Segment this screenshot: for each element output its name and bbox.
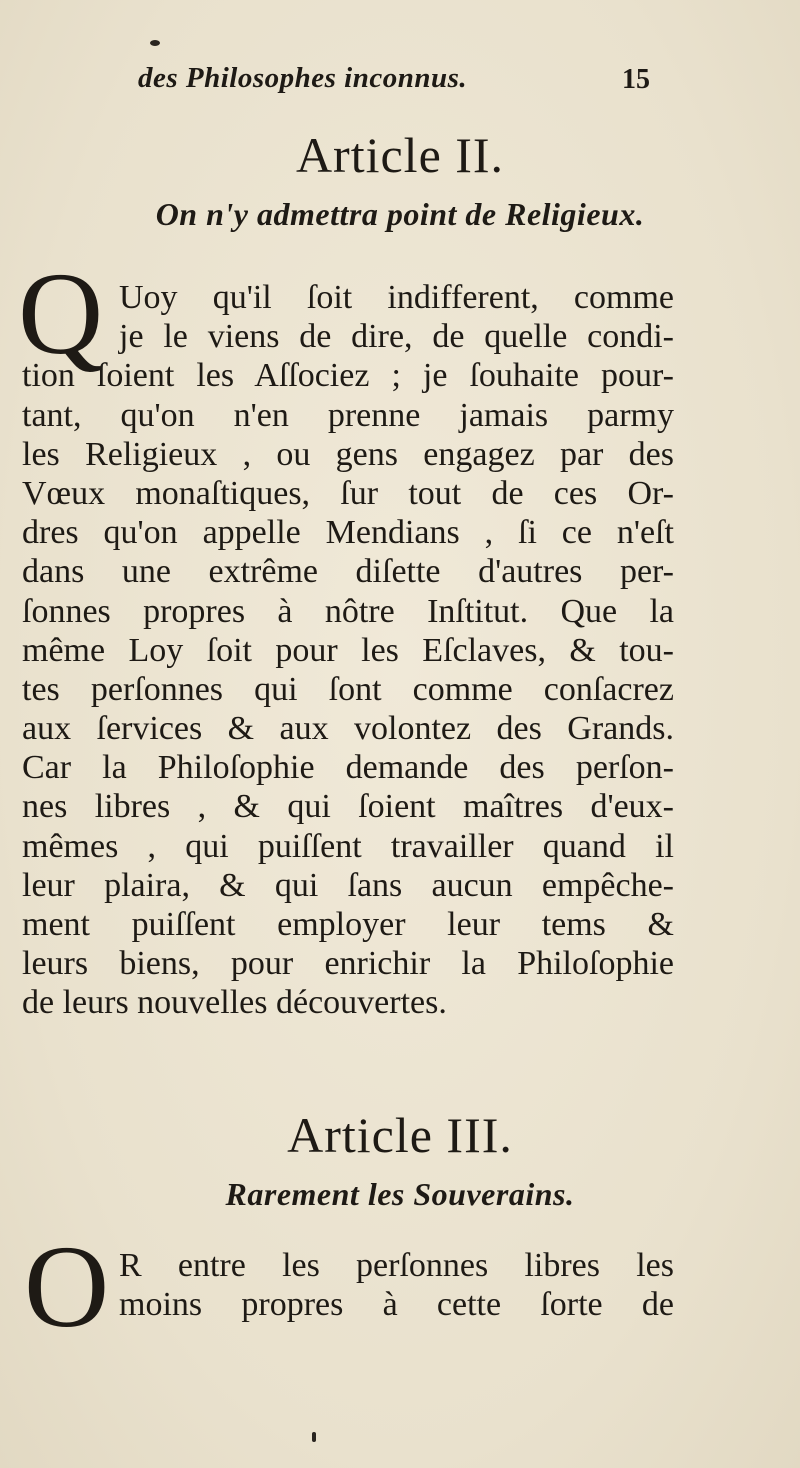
article-3-heading: Article III. <box>287 1107 513 1163</box>
article-3-subheading: Rarement les Souverains. <box>225 1176 575 1212</box>
drop-cap: Q <box>18 248 104 379</box>
drop-cap: O <box>24 1221 110 1352</box>
text-line: leur plaira, & qui ſans aucun empêche- <box>22 866 674 904</box>
article-2-heading: Article II. <box>295 127 505 183</box>
text-line: tant, qu'on n'en prenne jamais parmy <box>22 396 674 434</box>
text-line: de leurs nouvelles découvertes. <box>22 984 447 1022</box>
text-line: R entre les perſonnes libres les <box>119 1247 674 1284</box>
text-line: dans une extrême diſette d'autres per- <box>22 553 674 591</box>
article-3-paragraph <box>22 1246 674 1324</box>
ink-blot <box>150 40 160 46</box>
article-2-paragraph <box>22 278 674 1023</box>
text-line: aux ſervices & aux volontez des Grands. <box>22 710 674 748</box>
page-number: 15 <box>622 64 650 95</box>
text-line: leurs biens, pour enrichir la Philoſophie <box>22 945 674 983</box>
text-line: ment puiſſent employer leur tems & <box>22 906 674 943</box>
text-line: Uoy qu'il ſoit indifferent, comme <box>119 279 674 316</box>
article-2-subheading: On n'y admettra point de Religieux. <box>155 196 645 232</box>
text-line: nes libres , & qui ſoient maîtres d'eux- <box>22 788 674 826</box>
text-line: les Religieux , ou gens engagez par des <box>22 435 674 473</box>
text-line: tion ſoient les Aſſociez ; je ſouhaite pour- <box>22 357 674 395</box>
text-line: Car la Philoſophie demande des perſon- <box>22 749 674 787</box>
text-line: ſonnes propres à nôtre Inſtitut. Que la <box>22 592 674 630</box>
text-line: même Loy ſoit pour les Eſclaves, & tou- <box>22 631 674 669</box>
text-line: moins propres à cette ſorte de <box>119 1286 674 1324</box>
text-line: Vœux monaſtiques, ſur tout de ces Or- <box>22 474 674 512</box>
ink-blot <box>312 1432 316 1442</box>
text-line: je le viens de dire, de quelle condi- <box>119 318 674 356</box>
text-line: mêmes , qui puiſſent travailler quand il <box>22 827 674 865</box>
text-line: tes perſonnes qui ſont comme conſacrez <box>22 670 674 708</box>
text-line: dres qu'on appelle Mendians , ſi ce n'eſt <box>22 514 674 552</box>
running-head-title: des Philosophes inconnus. <box>138 62 468 94</box>
running-head <box>138 62 658 102</box>
